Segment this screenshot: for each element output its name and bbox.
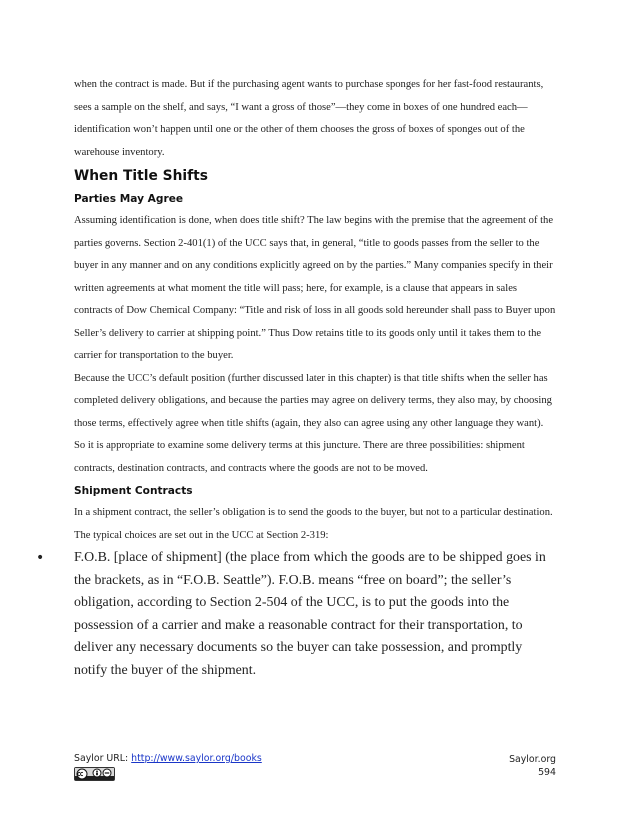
footer-page-info	[509, 753, 556, 779]
subheading-parties-may-agree: Parties May Agree	[74, 193, 184, 205]
page-number: 594	[538, 767, 556, 778]
footer-source	[74, 753, 262, 764]
bullet-icon: •	[36, 550, 45, 566]
saylor-books-link[interactable]: http://www.saylor.org/books	[131, 753, 262, 764]
bullet-text-fob: F.O.B. [place of shipment] (the place from which the goods are to be shipped goes in the brackets, as in “F.O.B. Seattle”). F.O.B. means “free on board”; the seller’s obligation, according to Section 2-504 of the UCC, is to put the goods into the possession of a carrier and make a reasonable contract for their transportation, to deliver any necessary documents so the buyer can take possession, and promptly notify the buyer of the shipment.	[74, 550, 546, 678]
list-item	[36, 547, 556, 683]
page-content	[36, 74, 556, 683]
subheading-shipment-contracts: Shipment Contracts	[74, 485, 193, 497]
paragraph-default-position: Because the UCC’s default position (further discussed later in this chapter) is that title shifts when the seller has completed delivery obligations, and because the parties may agree on delivery terms, they also may, by choosing those terms, effectively agree when title shifts (again, they also can agree using any other language they want). So it is appropriate to examine some delivery terms at this juncture. There are three possibilities: shipment contracts, destination contracts, and contracts where the goods are not to be moved.	[74, 372, 552, 474]
heading-when-title-shifts: When Title Shifts	[74, 168, 208, 184]
page-footer	[74, 753, 556, 793]
paragraph-parties-agree: Assuming identification is done, when does title shift? The law begins with the premise that the agreement of the parties governs. Section 2-401(1) of the UCC says that, in general, “title to goods passes from the seller to the buyer in any manner and on any conditions explicitly agreed on by the parties.” Many companies specify in their written agreements at what moment the title will pass; here, for example, is a clause that appears in sales contracts of Dow Chemical Company: “Title and risk of loss in all goods sold hereunder shall pass to Buyer upon Seller’s delivery to carrier at shipping point.” Thus Dow retains title to its goods only until it takes them to the carrier for transportation to the buyer.	[74, 215, 556, 361]
paragraph-identification: when the contract is made. But if the purchasing agent wants to purchase sponges for her fast-food restaurants, sees a sample on the shelf, and says, “I want a gross of those”—they come in boxes of one hundred each—identification won’t happen until one or the other of them chooses the gross of boxes of sponges out of the warehouse inventory.	[74, 79, 544, 158]
bullet-list	[36, 547, 556, 683]
footer-site: Saylor.org	[509, 754, 556, 765]
paragraph-shipment-contract: In a shipment contract, the seller’s obligation is to send the goods to the buyer, but not to a particular destination. The typical choices are set out in the UCC at Section 2-319:	[74, 507, 553, 541]
footer-url-label: Saylor URL:	[74, 753, 132, 764]
creative-commons-by-icon	[74, 767, 115, 781]
